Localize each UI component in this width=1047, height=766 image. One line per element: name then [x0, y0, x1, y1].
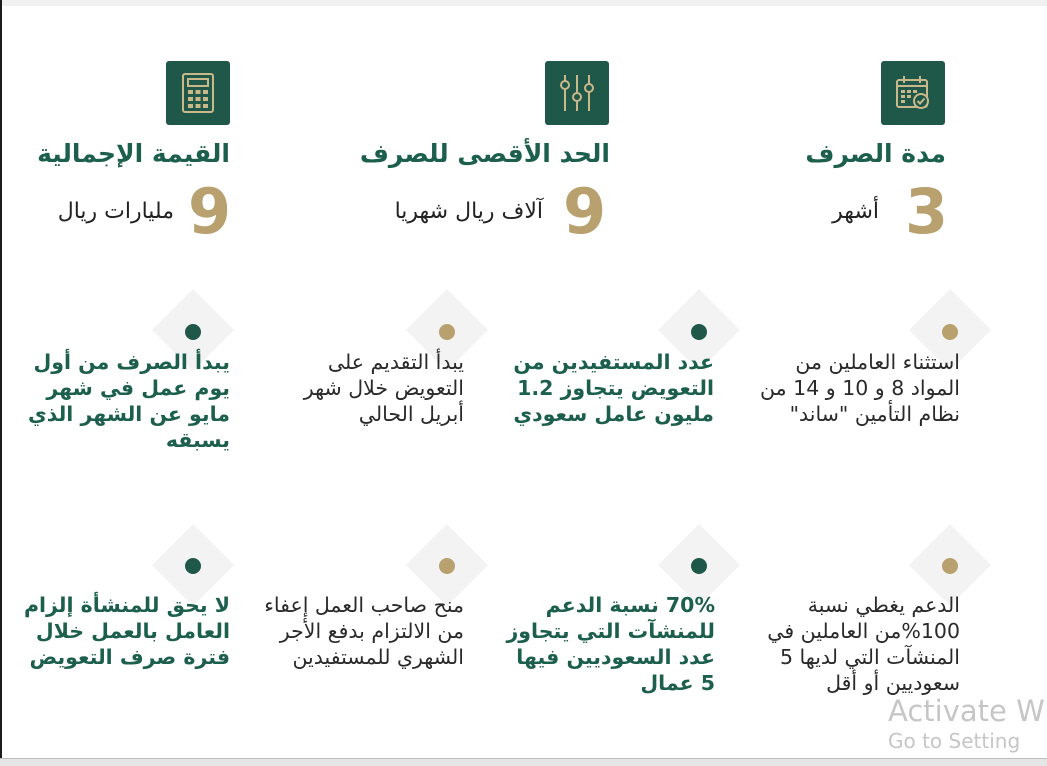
- watermark-line-2: Go to Setting: [888, 728, 1021, 753]
- bullet-dot: [942, 558, 958, 574]
- window-top-edge: [0, 0, 1047, 6]
- stat-unit-duration: أشهر: [832, 199, 879, 224]
- stat-number-total: 9: [188, 175, 232, 248]
- stat-number-max: 9: [563, 175, 607, 248]
- bullet-dot: [439, 324, 455, 340]
- item-sand-exemption: استثناء العاملين من المواد 8 و 10 و 14 من نظام التأمين "ساند": [760, 350, 960, 426]
- stat-title-total: القيمة الإجمالية: [37, 139, 230, 168]
- bullet-dot: [942, 324, 958, 340]
- item-application-start: يبدأ التقديم على التعويض خلال شهر أبريل الحالي: [303, 350, 464, 426]
- stat-number-duration: 3: [905, 175, 949, 248]
- stat-title-duration: مدة الصرف: [805, 139, 946, 168]
- item-beneficiaries-count: عدد المستفيدين من التعويض يتجاوز 1.2 مليون عامل سعودي: [513, 350, 714, 426]
- sliders-icon: [545, 61, 609, 125]
- bullet-dot: [185, 558, 201, 574]
- calendar-check-icon: [881, 61, 945, 125]
- stat-unit-max: آلاف ريال شهريا: [394, 199, 543, 224]
- stat-title-max: الحد الأقصى للصرف: [359, 139, 610, 168]
- item-full-coverage: الدعم يغطي نسبة 100%من العاملين في المنشآت التي لديها 5 سعوديين أو أقل: [767, 593, 960, 695]
- bullet-dot: [691, 558, 707, 574]
- item-employer-exemption: منح صاحب العمل إعفاء من الالتزام بدفع الأجر الشهري للمستفيدين: [264, 593, 464, 669]
- bullet-dot: [185, 324, 201, 340]
- activation-watermark: [888, 694, 1045, 753]
- item-payment-start: يبدأ الصرف من أول يوم عمل في شهر مايو عن الشهر الذي يسبقه: [27, 350, 230, 452]
- stat-unit-total: مليارات ريال: [57, 199, 174, 224]
- bullet-dot: [439, 558, 455, 574]
- watermark-line-1: Activate W: [888, 694, 1045, 728]
- item-partial-coverage: 70% نسبة الدعم للمنشآت التي يتجاوز عدد السعوديين فيها 5 عمال: [506, 593, 715, 695]
- calculator-icon: [166, 61, 230, 125]
- window-left-border: [0, 0, 2, 765]
- bullet-dot: [691, 324, 707, 340]
- item-no-obligation: لا يحق للمنشأة إلزام العامل بالعمل خلال فترة صرف التعويض: [24, 593, 230, 669]
